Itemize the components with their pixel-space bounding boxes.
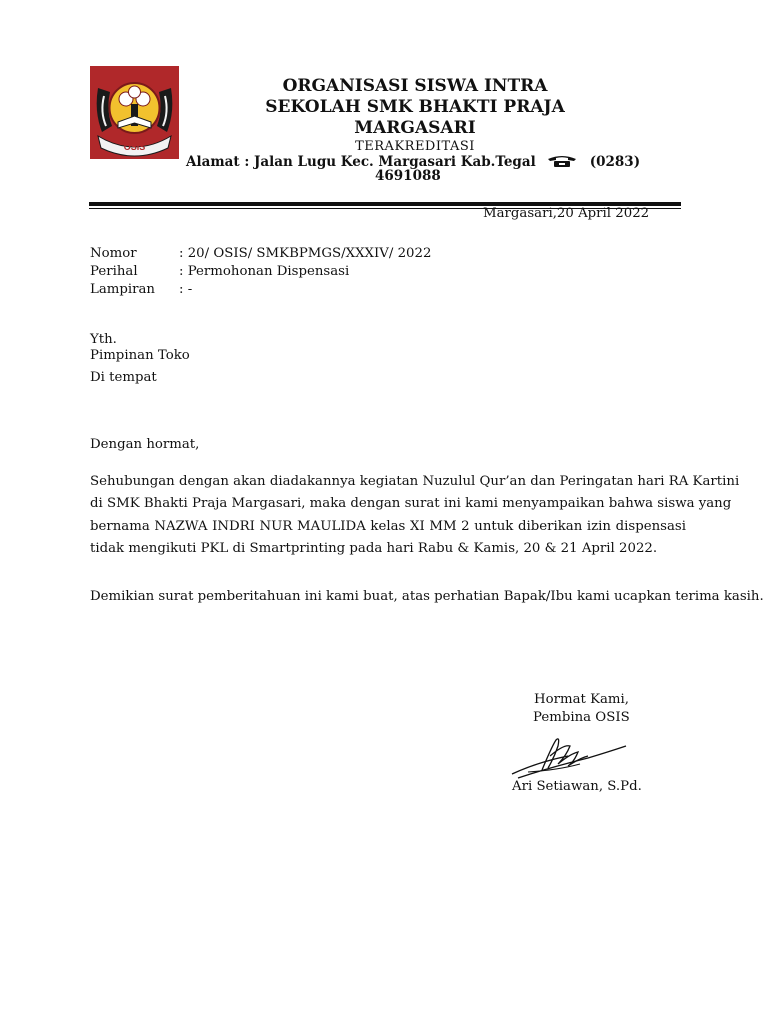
meta-label-nomor: Nomor [90,246,137,261]
org-name-line-3: MARGASARI [354,118,476,138]
logo-text: OSIS [123,142,146,152]
signature [508,732,632,782]
osis-logo [90,66,179,159]
phone-area-code: (0283) [589,154,641,170]
place-date: Margasari,20 April 2022 [483,206,650,221]
recipient-line-3: Di tempat [90,370,157,385]
recipient-line-1: Yth. [90,332,117,347]
meta-label-perihal: Perihal [90,264,138,279]
org-name-line-2: SEKOLAH SMK BHAKTI PRAJA [265,97,565,117]
telephone-icon [546,155,578,167]
meta-label-lampiran: Lampiran [90,282,155,297]
recipient-line-2: Pimpinan Toko [90,348,190,363]
accreditation-label: TERAKREDITASI [355,139,475,154]
paragraph-line: di SMK Bhakti Praja Margasari, maka dengan surat ini kami menyampaikan bahwa siswa yang [90,496,732,512]
body-paragraph-1 [90,471,740,560]
closing-line-2: Pembina OSIS [533,710,630,725]
phone-number: 4691088 [375,168,441,184]
org-name-line-1: ORGANISASI SISWA INTRA [282,76,548,96]
paragraph-line: Sehubungan dengan akan diadakannya kegiatan Nuzulul Qur’an dan Peringatan hari RA Kartini [90,474,740,489]
body-paragraph-2: Demikian surat pemberitahuan ini kami buat, atas perhatian Bapak/Ibu kami ucapkan terima kasih. [90,589,764,604]
meta-value-perihal: : Permohonan Dispensasi [179,264,350,279]
closing-line-1: Hormat Kami, [534,692,630,707]
paragraph-line: bernama NAZWA INDRI NUR MAULIDA kelas XI MM 2 untuk diberikan izin dispensasi [90,518,686,534]
meta-value-lampiran: : - [179,282,193,297]
address-text: Alamat : Jalan Lugu Kec. Margasari Kab.Tegal [186,154,536,170]
signatory-name: Ari Setiawan, S.Pd. [512,779,642,794]
paragraph-line: tidak mengikuti PKL di Smartprinting pada hari Rabu & Kamis, 20 & 21 April 2022. [90,540,658,556]
meta-value-nomor: : 20/ OSIS/ SMKBPMGS/XXXIV/ 2022 [179,246,432,261]
salutation: Dengan hormat, [90,437,200,452]
